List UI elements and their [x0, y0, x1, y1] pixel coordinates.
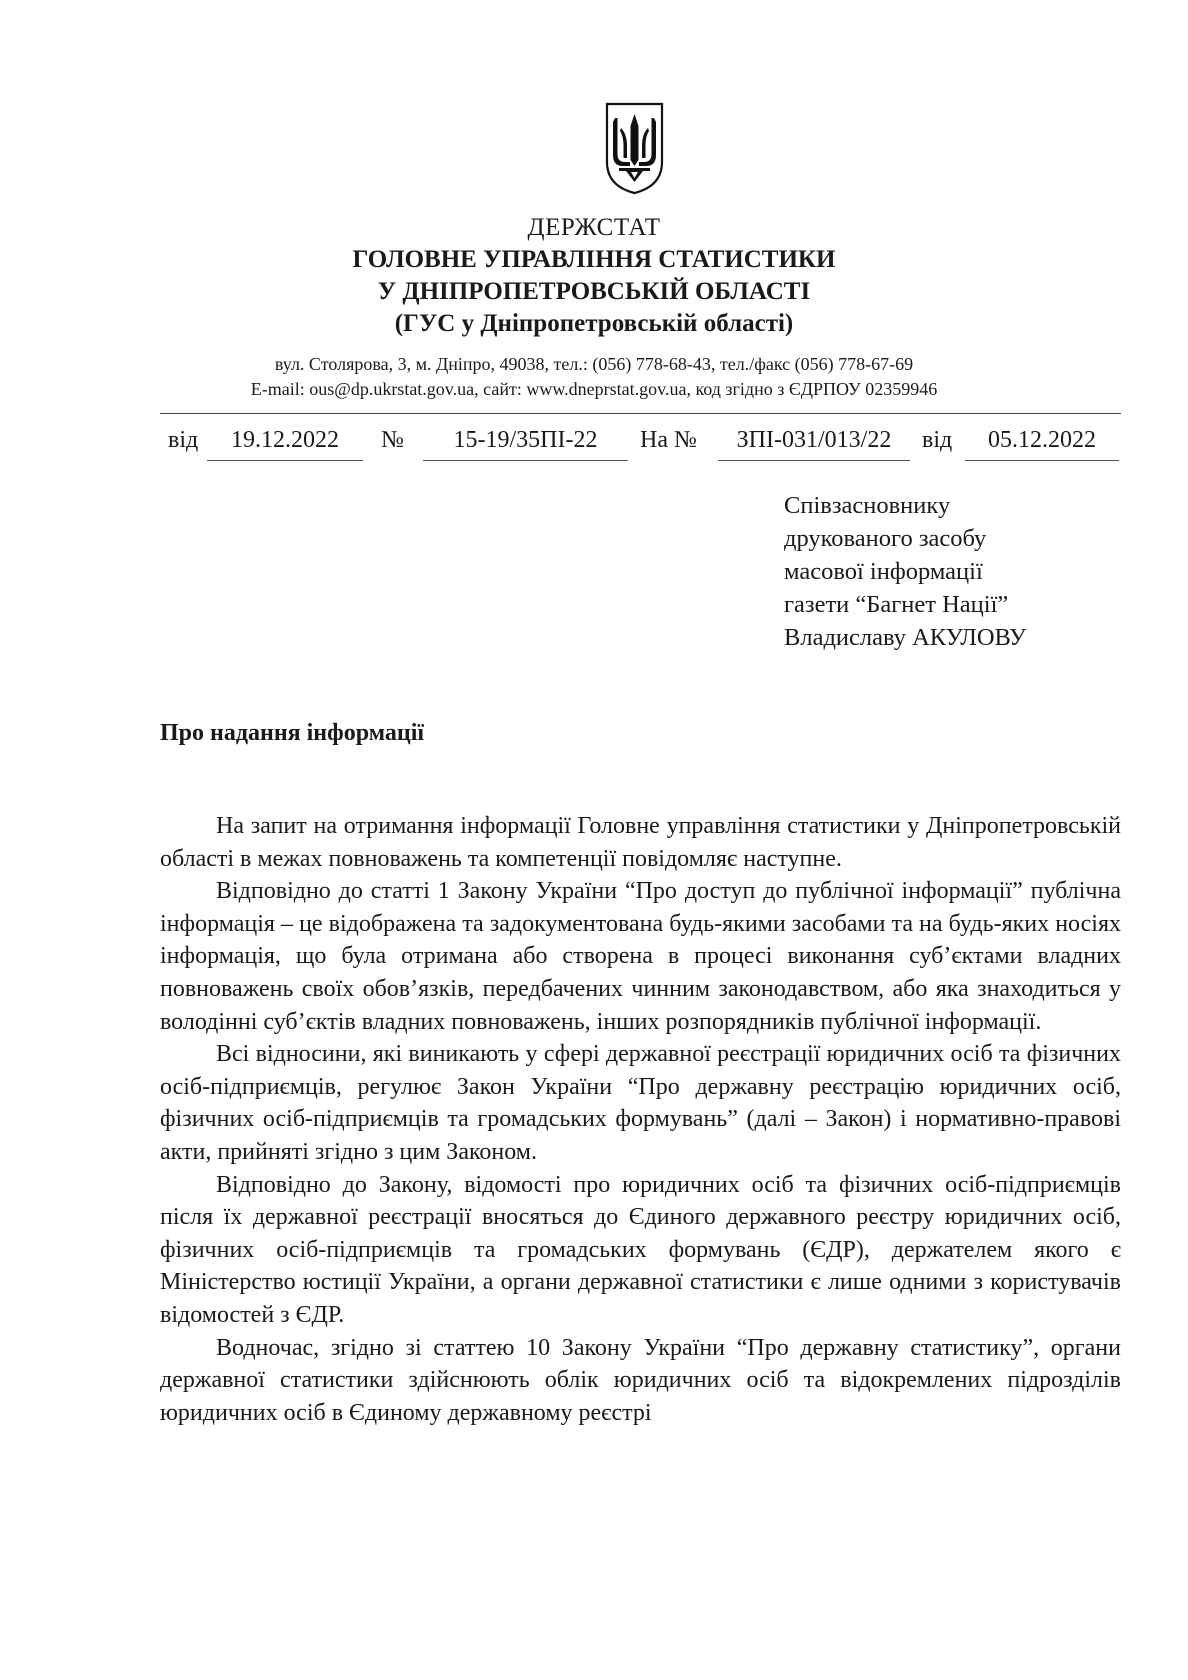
contact-email-website: E-mail: ous@dp.ukrstat.gov.ua, сайт: www.dneprstat.gov.ua, код згідно з ЄДРПОУ 02359946 [250, 379, 938, 399]
header-divider [160, 413, 1121, 414]
letter-subject: Про надання інформації [160, 720, 425, 746]
reference-row [0, 427, 1188, 463]
reply-number-label: На № [640, 427, 697, 453]
contact-address: вул. Столярова, 3, м. Дніпро, 49038, тел.: (056) 778-68-43, тел./факс (056) 778-67-69 [274, 354, 914, 374]
letter-date-underline [207, 460, 363, 461]
letter-body [160, 810, 1121, 1429]
letter-number-underline [423, 460, 628, 461]
reply-number-underline [718, 460, 910, 461]
body-paragraph: Всі відносини, які виникають у сфері державної реєстрації юридичних осіб та фізичних осіб-підприємців, регулює Закон України “Про державну реєстрацію юридичних осіб, фізичних осіб-підприємців та громадських формувань” (далі – Закон) і нормативно-правові акти, прийняті згідно з цим Законом. [160, 1041, 1121, 1165]
reply-date-underline [965, 460, 1119, 461]
reply-date: 05.12.2022 [988, 427, 1096, 453]
reply-number: ЗПІ-031/013/22 [736, 427, 892, 453]
addressee-line: друкованого засобу [784, 525, 987, 552]
date-label: від [168, 427, 199, 453]
body-paragraph: Водночас, згідно зі статтею 10 Закону України “Про державну статистику”, органи державної статистики здійснюють облік юридичних осіб та відокремлених підрозділів юридичних осіб в Єдиному державному реєстрі [160, 1334, 1121, 1426]
letter-date: 19.12.2022 [231, 427, 339, 453]
addressee-line: масової інформації [784, 558, 983, 585]
addressee-line: Співзасновнику [784, 492, 951, 519]
body-paragraph: Відповідно до Закону, відомості про юридичних осіб та фізичних осіб-підприємців після їх державної реєстрації вносяться до Єдиного державного реєстру юридичних осіб, фізичних осіб-підприємців та громадських формувань (ЄДР), держателем якого є Міністерство юстиції України, а органи державної статистики є лише одними з користувачів відомостей з ЄДР. [160, 1171, 1121, 1328]
number-label: № [381, 427, 404, 453]
agency-name: ДЕРЖСТАТ [527, 214, 661, 241]
body-paragraph: Відповідно до статті 1 Закону України “Про доступ до публічної інформації” публічна інформація – це відображена та задокументована будь-якими засобами та на будь-яких носіях інформація, що була отримана або створена в процесі виконання суб’єктами владних повноважень своїх обов’язків, передбачених чинним законодавством, або яка знаходиться у володінні суб’єктів владних повноважень, інших розпорядників публічної інформації. [160, 878, 1121, 1035]
department-name-line2: У ДНІПРОПЕТРОВСЬКІЙ ОБЛАСТІ [377, 278, 811, 305]
body-paragraph: На запит на отримання інформації Головне управління статистики у Дніпропетровській області в межах повноважень та компетенції повідомляє наступне. [160, 813, 1121, 872]
department-short-name: (ГУС у Дніпропетровській області) [394, 310, 794, 337]
addressee-block [784, 489, 1026, 654]
reply-date-label: від [922, 427, 953, 453]
trident-emblem-icon [603, 100, 666, 196]
letter-number: 15-19/35ПІ-22 [453, 427, 598, 453]
addressee-name: Владиславу АКУЛОВУ [784, 624, 1027, 651]
department-name-line1: ГОЛОВНЕ УПРАВЛІННЯ СТАТИСТИКИ [352, 246, 836, 273]
addressee-line: газети “Багнет Нації” [784, 591, 1009, 618]
